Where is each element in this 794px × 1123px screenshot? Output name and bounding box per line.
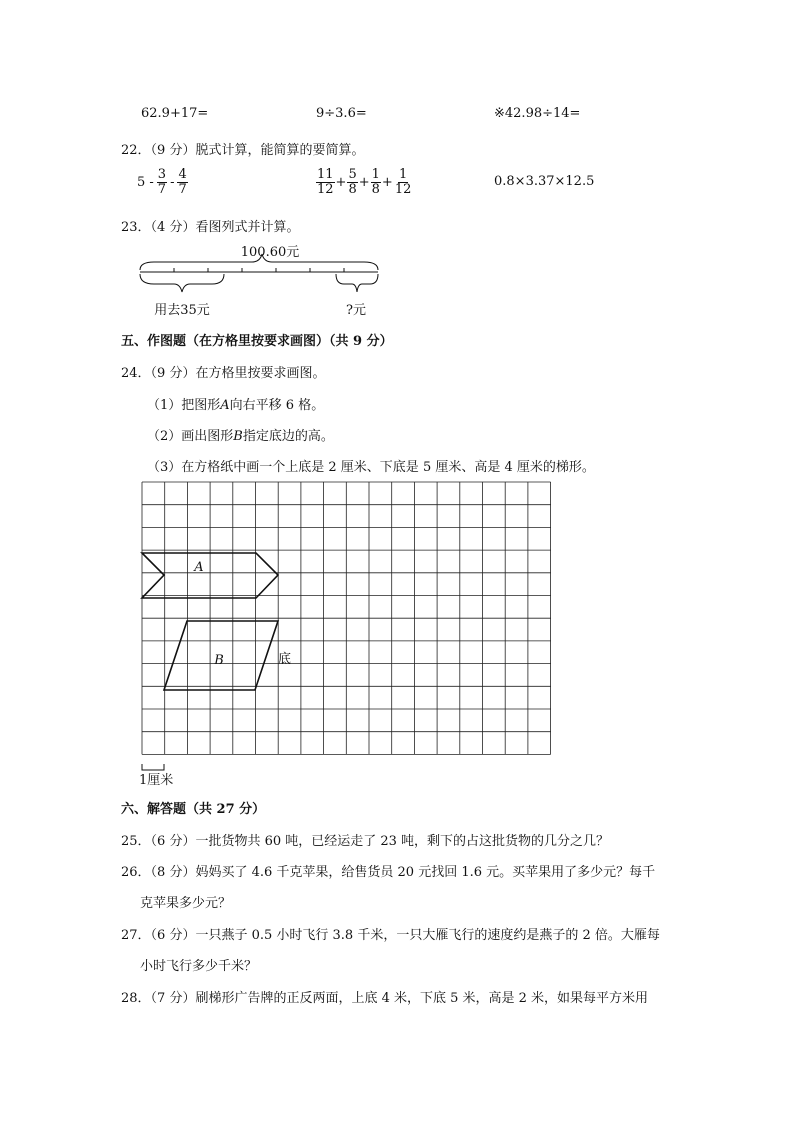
unit-bracket [142,764,164,770]
unit-label: 1厘米 [139,773,174,788]
q22-expression-b [316,168,412,197]
fraction-numerator: 11 [317,167,334,182]
grid-paper [135,478,560,790]
unknown-brace [336,274,378,292]
q24-sub-2-var: B [233,429,243,444]
question-26-line-2: 克苹果多少元？ [140,896,232,911]
fraction-4-7 [177,168,187,197]
unknown-amount-label: ?元 [346,303,366,318]
fraction-denominator: 7 [157,182,167,197]
fraction-1-8 [371,168,381,197]
q24-sub-2 [147,425,334,444]
q24-sub-2-suffix: 指定底边的高。 [242,429,334,444]
operator: + [358,175,370,190]
q22-expression-a [137,168,188,197]
base-side-label: 底 [278,652,292,667]
fraction-denominator: 12 [394,182,412,197]
operator: + [335,175,347,190]
question-26-line-1: 26．（8 分）妈妈买了 4.6 千克苹果，给售货员 20 元找回 1.6 元。买苹果用了多少元？每千 [121,865,656,880]
fraction-denominator: 8 [371,182,380,197]
q24-sub-2-prefix: （2）画出图形 [147,429,234,444]
q24-sub-1-prefix: （1）把图形 [147,398,221,413]
fraction-numerator: 4 [178,167,187,182]
question-24-text: 24．（9 分）在方格里按要求画图。 [121,366,326,381]
fraction-numerator: 5 [348,167,357,182]
question-22-text: 22．（9 分）脱式计算，能简算的要简算。 [121,143,365,158]
fraction-3-7 [157,168,167,197]
q24-sub-1-var: A [220,398,230,413]
expression-9-div-3-6: 9÷3.6= [316,106,367,121]
question-27-line-1: 27．（6 分）一只燕子 0.5 小时飞行 3.8 千米，一只大雁飞行的速度约是燕子的 2 倍。大雁每 [121,928,660,943]
fraction-denominator: 12 [317,182,334,197]
shape-b-label: B [214,653,224,668]
operator: - [170,175,175,190]
section-6-heading: 六、解答题（共 27 分） [121,802,266,817]
question-23-text: 23．（4 分）看图列式并计算。 [121,220,300,235]
fraction-5-8 [347,168,357,197]
question-25-text: 25．（6 分）一批货物共 60 吨，已经运走了 23 吨，剩下的占这批货物的几分之几？ [121,834,610,849]
bar-ticks [174,268,344,272]
used-amount-label: 用去35元 [154,303,210,318]
q22a-lead: 5 - [137,175,154,190]
fraction-denominator: 8 [348,182,357,197]
section-5-heading: 五、作图题（在方格里按要求画图）（共 9 分） [121,334,393,349]
fraction-numerator: 1 [371,167,380,182]
shape-a-label: A [194,560,204,575]
q24-sub-3: （3）在方格纸中画一个上底是 2 厘米、下底是 5 厘米、高是 4 厘米的梯形。 [147,460,595,475]
bar-model-diagram [130,240,390,320]
fraction-1-12 [394,168,413,197]
expression-62-9-plus-17: 62.9+17= [141,106,209,121]
used-brace [140,274,224,292]
question-27-line-2: 小时飞行多少千米？ [140,959,258,974]
expression-42-98-div-14: ※42.98÷14= [494,106,581,121]
fraction-denominator: 7 [178,182,187,197]
question-28-line-1: 28．（7 分）刷梯形广告牌的正反两面，上底 4 米，下底 5 米，高是 2 米，如果每平方米用 [121,991,649,1006]
fraction-numerator: 1 [398,167,408,182]
fraction-numerator: 3 [157,167,167,182]
q22-expression-c: 0.8×3.37×12.5 [494,174,595,189]
q24-sub-1 [147,394,324,413]
total-amount-label: 100.60元 [240,245,300,260]
fraction-11-12 [316,168,335,197]
operator: + [381,175,393,190]
grid-lines [142,482,551,754]
q24-sub-1-suffix: 向右平移 6 格。 [229,398,325,413]
